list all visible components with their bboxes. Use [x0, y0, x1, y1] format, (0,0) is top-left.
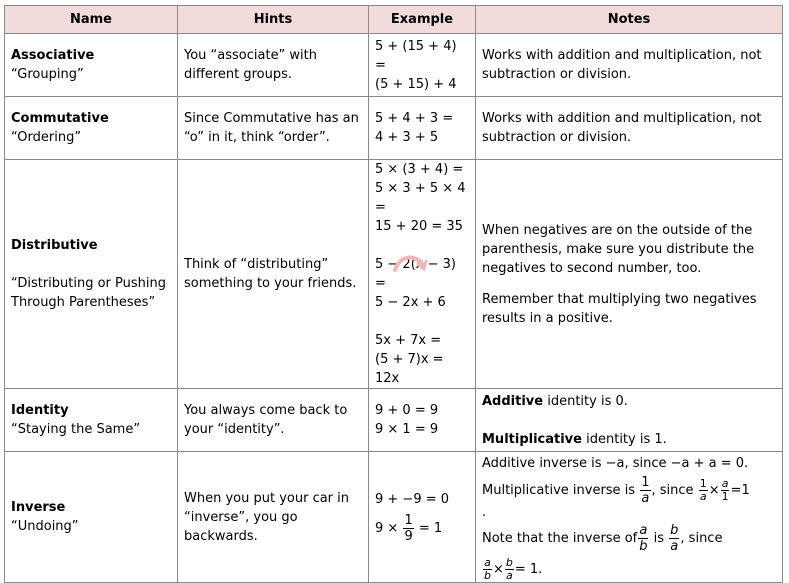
property-nickname: “Ordering”	[11, 130, 82, 145]
note-text: =1	[730, 483, 750, 498]
property-nickname: “Distributing or Pushing Through Parentheses”	[11, 276, 167, 310]
hint-cell: You “associate” with different groups.	[178, 34, 369, 97]
row-distributive	[5, 160, 783, 389]
example-line: 4 + 3 + 5	[375, 130, 439, 145]
name-cell	[5, 34, 178, 97]
notes-cell	[476, 389, 783, 452]
note-text: is	[649, 531, 669, 546]
notes-cell: Works with addition and multiplication, not subtraction or division.	[476, 97, 783, 160]
example-line: 5 + 4 + 3 =	[375, 111, 454, 126]
header-hints: Hints	[178, 6, 369, 34]
example-cell	[369, 160, 476, 389]
example-line: 5 − 2(x − 3) =	[375, 257, 456, 291]
row-associative	[5, 34, 783, 97]
property-name: Inverse	[11, 500, 66, 515]
header-name: Name	[5, 6, 178, 34]
example-line: 5x + 7x =	[375, 333, 442, 348]
example-line: 9 + −9 = 0	[375, 492, 450, 507]
header-notes: Notes	[476, 6, 783, 34]
note-text: = 1.	[514, 562, 543, 577]
numerator: a	[721, 477, 729, 490]
example-line: (5 + 15) + 4	[375, 76, 457, 92]
note-paragraph	[482, 392, 776, 411]
property-nickname: “Grouping”	[11, 67, 84, 82]
denominator: b	[639, 539, 648, 554]
property-name: Distributive	[11, 238, 98, 253]
fraction	[403, 513, 413, 544]
distribute-arrow-icon	[392, 252, 428, 274]
note-paragraph	[482, 430, 776, 449]
row-commutative	[5, 97, 783, 160]
property-name: Identity	[11, 403, 69, 418]
example-line	[375, 513, 469, 544]
numerator: b	[505, 556, 513, 569]
hint-cell: You always come back to your “identity”.	[178, 389, 369, 452]
hint-cell: When you put your car in “inverse”, you go backwards.	[178, 452, 369, 583]
numerator: a	[639, 523, 648, 538]
denominator: a	[641, 491, 650, 506]
denominator: 9	[404, 529, 413, 544]
note-paragraph: Remember that multiplying two negatives results in a positive.	[482, 291, 757, 326]
numerator: 1	[699, 477, 707, 490]
note-paragraph: Additive inverse is −a, since −a + a = 0.	[482, 456, 749, 471]
denominator: a	[506, 569, 513, 582]
hint-cell: Think of “distributing” something to your friends.	[178, 160, 369, 389]
denominator: 1	[721, 490, 729, 503]
header-row	[5, 6, 783, 34]
fraction	[669, 523, 679, 554]
note-text: , since	[680, 531, 723, 546]
property-name: Associative	[11, 48, 95, 63]
numerator: 1	[641, 475, 650, 490]
note-text: Note that the inverse of	[482, 531, 638, 546]
fraction	[638, 523, 648, 554]
example-line: (5 + 7)x = 12x	[375, 352, 444, 386]
note-keyword: Additive	[482, 393, 544, 409]
fraction	[483, 557, 492, 582]
numerator: b	[670, 523, 679, 538]
fraction	[640, 475, 650, 506]
property-name: Commutative	[11, 111, 109, 126]
note-text: , since	[651, 483, 694, 498]
hint-cell: Since Commutative has an “o” in it, think “order”.	[178, 97, 369, 160]
example-text: 9 ×	[375, 521, 399, 536]
note-paragraph: When negatives are on the outside of the parenthesis, make sure you distribute the negatives to second number, too.	[482, 222, 755, 276]
numerator: a	[484, 556, 491, 569]
fraction	[699, 478, 708, 503]
example-line: 15 + 20 = 35	[375, 219, 463, 234]
note-keyword: Multiplicative	[482, 431, 582, 447]
note-text: Multiplicative inverse is	[482, 483, 636, 498]
note-text: identity is 0.	[543, 393, 628, 409]
notes-cell	[476, 160, 783, 389]
name-cell	[5, 389, 178, 452]
fraction	[721, 478, 730, 503]
note-paragraph	[482, 557, 776, 582]
denominator: a	[670, 539, 679, 554]
name-cell	[5, 97, 178, 160]
example-cell	[369, 389, 476, 452]
name-cell	[5, 452, 178, 583]
numerator: 1	[404, 513, 413, 528]
example-line: 5 × (3 + 4) =	[375, 162, 464, 177]
example-cell	[369, 97, 476, 160]
note-paragraph	[482, 475, 776, 506]
property-nickname: “Undoing”	[11, 519, 79, 534]
denominator: b	[484, 569, 491, 582]
note-paragraph: .	[482, 505, 487, 520]
note-text: identity is 1.	[581, 431, 667, 447]
row-inverse	[5, 452, 783, 583]
notes-cell: Works with addition and multiplication, not subtraction or division.	[476, 34, 783, 97]
example-line: 9 × 1 = 9	[375, 422, 439, 437]
example-cell	[369, 452, 476, 583]
header-example: Example	[369, 6, 476, 34]
example-cell	[369, 34, 476, 97]
example-text: = 1	[418, 521, 443, 536]
example-line: 5 + (15 + 4) =	[375, 38, 457, 73]
properties-table	[4, 5, 783, 583]
times-symbol: ×	[492, 562, 504, 577]
example-line: 9 + 0 = 9	[375, 403, 439, 418]
example-line: 5 × 3 + 5 × 4 =	[375, 181, 466, 215]
times-symbol: ×	[708, 483, 720, 498]
fraction	[505, 557, 514, 582]
note-paragraph	[482, 523, 776, 554]
notes-cell	[476, 452, 783, 583]
property-nickname: “Staying the Same”	[11, 422, 141, 437]
example-line: 5 − 2x + 6	[375, 295, 446, 310]
row-identity	[5, 389, 783, 452]
name-cell	[5, 160, 178, 389]
denominator: a	[699, 490, 707, 503]
